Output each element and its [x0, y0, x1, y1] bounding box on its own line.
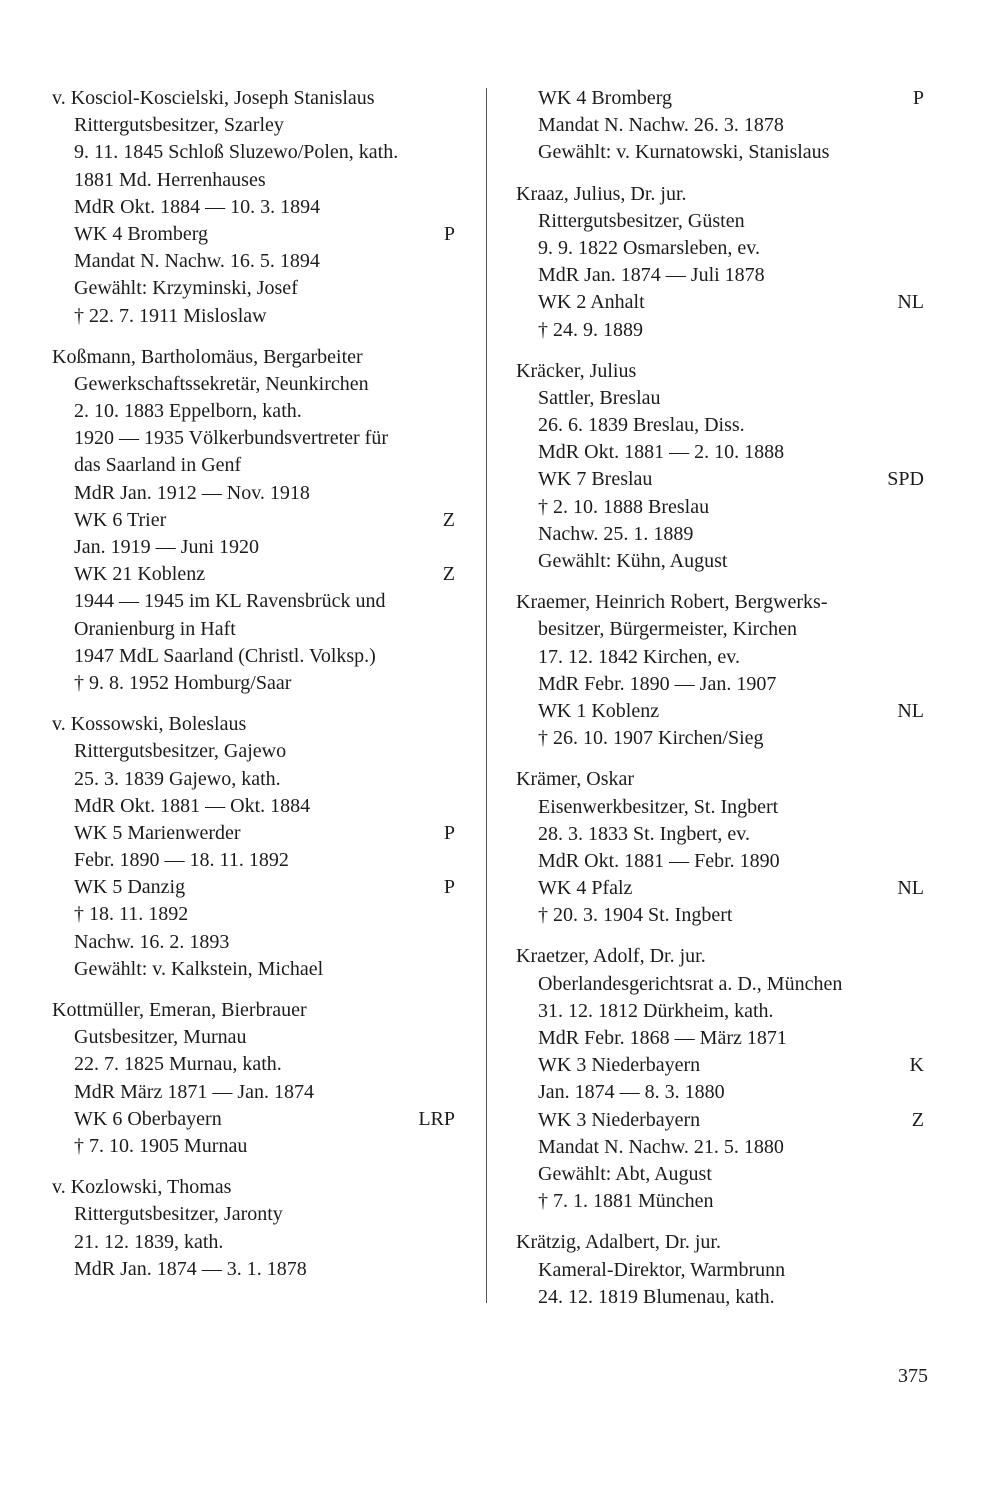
line-text: besitzer, Bürgermeister, Kirchen [538, 618, 798, 641]
line-text: Nachw. 16. 2. 1893 [74, 930, 230, 953]
line-text: 1881 Md. Herrenhauses [74, 168, 266, 191]
line-text: Mandat N. Nachw. 21. 5. 1880 [538, 1135, 784, 1158]
entry-name-line [52, 1174, 457, 1201]
line-text: Eisenwerkbesitzer, St. Ingbert [538, 795, 779, 818]
party-affiliation: P [443, 821, 455, 844]
line-text: Koßmann, Bartholomäus, Bergarbeiter [52, 345, 363, 368]
line-text: Gewerkschaftssekretär, Neunkirchen [74, 372, 369, 395]
entry-detail-line [516, 1134, 926, 1161]
entry-detail-line [52, 1079, 457, 1106]
line-text: † 26. 10. 1907 Kirchen/Sieg [538, 727, 764, 750]
entry-name-line [516, 181, 926, 208]
entry-detail-line [52, 303, 457, 330]
line-text: WK 6 Oberbayern [74, 1107, 222, 1130]
entry-detail-line [52, 929, 457, 956]
line-text: WK 7 Breslau [538, 468, 653, 491]
entry-name-line [516, 1229, 926, 1256]
line-text: Jan. 1919 — Juni 1920 [74, 536, 259, 558]
line-text: Febr. 1890 — 18. 11. 1892 [74, 849, 289, 872]
line-text: 25. 3. 1839 Gajewo, kath. [74, 767, 281, 790]
entry-detail-line [52, 874, 457, 901]
line-text: 1920 — 1935 Völkerbundsvertreter für [74, 427, 389, 450]
line-text: Gewählt: Kühn, August [538, 550, 728, 572]
entry-detail-line [516, 848, 926, 875]
line-text: † 18. 11. 1892 [74, 903, 189, 926]
entry-detail-line [52, 847, 457, 874]
entry-detail-line [516, 971, 926, 998]
biography-entry [516, 589, 926, 752]
line-text: Sattler, Breslau [538, 386, 661, 409]
entry-detail-line [52, 425, 457, 452]
entry-detail-line [516, 466, 926, 493]
line-text: Kameral-Direktor, Warmbrunn [538, 1258, 786, 1281]
line-text: † 24. 9. 1889 [538, 318, 643, 341]
line-text: Mandat N. Nachw. 26. 3. 1878 [538, 114, 784, 137]
entry-detail-line [52, 561, 457, 588]
entry-detail-line [516, 235, 926, 262]
entry-detail-line [52, 534, 457, 561]
entry-detail-line [52, 398, 457, 425]
entry-name-line [52, 85, 457, 112]
party-affiliation: LRP [418, 1107, 455, 1130]
entry-detail-line [52, 221, 457, 248]
entry-detail-line [516, 412, 926, 439]
line-text: Kraemer, Heinrich Robert, Bergwerks- [516, 591, 828, 614]
line-text: † 20. 3. 1904 St. Ingbert [538, 904, 733, 927]
line-text: Rittergutsbesitzer, Jaronty [74, 1203, 283, 1226]
line-text: Rittergutsbesitzer, Gajewo [74, 740, 287, 763]
line-text: MdR Febr. 1890 — Jan. 1907 [538, 672, 777, 695]
line-text: 24. 12. 1819 Blumenau, kath. [538, 1285, 775, 1308]
line-text: 2. 10. 1883 Eppelborn, kath. [74, 400, 302, 423]
entry-detail-line [52, 167, 457, 194]
line-text: † 2. 10. 1888 Breslau [538, 495, 710, 518]
entry-detail-line [516, 262, 926, 289]
entry-detail-line [52, 1201, 457, 1228]
entry-detail-line [516, 1188, 926, 1215]
biography-entry [52, 711, 457, 983]
line-text: WK 3 Niederbayern [538, 1054, 701, 1077]
biography-entry [516, 85, 926, 167]
left-column [52, 85, 457, 1297]
entry-detail-line [516, 644, 926, 671]
entry-detail-line [516, 725, 926, 752]
line-text: Kräcker, Julius [516, 359, 637, 382]
line-text: MdR Okt. 1881 — 2. 10. 1888 [538, 441, 785, 464]
line-text: 1944 — 1945 im KL Ravensbrück und [74, 590, 386, 613]
line-text: MdR Okt. 1884 — 10. 3. 1894 [74, 195, 321, 218]
entry-detail-line [52, 1051, 457, 1078]
entry-detail-line [516, 139, 926, 166]
entry-detail-line [52, 766, 457, 793]
entry-detail-line [52, 616, 457, 643]
line-text: Oranienburg in Haft [74, 617, 236, 640]
line-text: Rittergutsbesitzer, Güsten [538, 209, 745, 232]
entry-name-line [516, 589, 926, 616]
line-text: MdR Jan. 1912 — Nov. 1918 [74, 481, 310, 504]
entry-name-line [516, 358, 926, 385]
entry-detail-line [52, 956, 457, 983]
line-text: Jan. 1874 — 8. 3. 1880 [538, 1081, 725, 1104]
line-text: WK 4 Bromberg [74, 222, 209, 245]
entry-detail-line [52, 480, 457, 507]
line-text: 9. 9. 1822 Osmarsleben, ev. [538, 236, 760, 259]
party-affiliation: NL [897, 877, 924, 900]
entry-detail-line [516, 85, 926, 112]
entry-detail-line [516, 1025, 926, 1052]
line-text: MdR Okt. 1881 — Okt. 1884 [74, 794, 311, 817]
entry-detail-line [516, 698, 926, 725]
entry-detail-line [52, 1106, 457, 1133]
entry-detail-line [52, 670, 457, 697]
line-text: Rittergutsbesitzer, Szarley [74, 114, 284, 137]
entry-detail-line [52, 194, 457, 221]
entry-detail-line [516, 289, 926, 316]
entry-detail-line [52, 112, 457, 139]
entry-detail-line [516, 821, 926, 848]
entry-detail-line [52, 139, 457, 166]
entry-detail-line [52, 643, 457, 670]
line-text: Gutsbesitzer, Murnau [74, 1026, 247, 1049]
line-text: MdR Jan. 1874 — 3. 1. 1878 [74, 1257, 307, 1280]
line-text: 21. 12. 1839, kath. [74, 1230, 224, 1253]
entry-detail-line [52, 1229, 457, 1256]
line-text: v. Kozlowski, Thomas [52, 1176, 232, 1199]
entry-detail-line [52, 1256, 457, 1283]
party-affiliation: NL [897, 291, 924, 314]
line-text: 22. 7. 1825 Murnau, kath. [74, 1053, 282, 1076]
right-column [516, 85, 926, 1325]
line-text: WK 6 Trier [74, 508, 167, 531]
entry-detail-line [52, 275, 457, 302]
entry-detail-line [516, 1107, 926, 1134]
line-text: Nachw. 25. 1. 1889 [538, 522, 694, 545]
entry-detail-line [516, 1079, 926, 1106]
entry-name-line [52, 997, 457, 1024]
entry-name-line [52, 344, 457, 371]
page-number: 375 [898, 1365, 928, 1387]
entry-detail-line [52, 901, 457, 928]
line-text: 9. 11. 1845 Schloß Sluzewo/Polen, kath. [74, 141, 399, 164]
line-text: 1947 MdL Saarland (Christl. Volksp.) [74, 644, 376, 667]
line-text: 28. 3. 1833 St. Ingbert, ev. [538, 822, 751, 845]
line-text: Gewählt: Krzyminski, Josef [74, 277, 298, 300]
party-affiliation: Z [911, 1108, 924, 1131]
line-text: WK 21 Koblenz [74, 563, 206, 586]
entry-detail-line [52, 588, 457, 615]
line-text: 31. 12. 1812 Dürkheim, kath. [538, 999, 774, 1022]
entry-detail-line [516, 1257, 926, 1284]
entry-detail-line [516, 671, 926, 698]
entry-detail-line [516, 494, 926, 521]
line-text: 26. 6. 1839 Breslau, Diss. [538, 414, 745, 437]
entry-detail-line [516, 439, 926, 466]
party-affiliation: P [443, 876, 455, 899]
line-text: WK 1 Koblenz [538, 699, 660, 722]
line-text: Krämer, Oskar [516, 768, 635, 791]
entry-detail-line [516, 521, 926, 548]
line-text: † 7. 10. 1905 Murnau [74, 1134, 248, 1157]
line-text: † 7. 1. 1881 München [538, 1190, 714, 1213]
entry-detail-line [52, 1024, 457, 1051]
entry-detail-line [516, 1284, 926, 1311]
entry-detail-line [52, 507, 457, 534]
entry-detail-line [516, 548, 926, 575]
entry-detail-line [516, 875, 926, 902]
line-text: Gewählt: Abt, August [538, 1162, 712, 1185]
biography-entry [52, 344, 457, 697]
entry-detail-line [52, 1133, 457, 1160]
entry-detail-line [516, 794, 926, 821]
biography-entry [516, 181, 926, 344]
entry-detail-line [516, 616, 926, 643]
line-text: † 9. 8. 1952 Homburg/Saar [74, 671, 292, 694]
line-text: Gewählt: v. Kalkstein, Michael [74, 957, 324, 980]
line-text: 17. 12. 1842 Kirchen, ev. [538, 645, 740, 668]
line-text: WK 5 Danzig [74, 876, 186, 899]
entry-name-line [52, 711, 457, 738]
biography-entry [516, 358, 926, 576]
line-text: Gewählt: v. Kurnatowski, Stanislaus [538, 141, 830, 164]
line-text: WK 2 Anhalt [538, 291, 645, 314]
line-text: Oberlandesgerichtsrat a. D., München [538, 972, 843, 995]
entry-detail-line [516, 1161, 926, 1188]
biography-entry [52, 85, 457, 330]
entry-detail-line [516, 208, 926, 235]
line-text: WK 5 Marienwerder [74, 821, 241, 844]
entry-detail-line [516, 902, 926, 929]
entry-detail-line [52, 371, 457, 398]
entry-detail-line [516, 1052, 926, 1079]
line-text: Kraaz, Julius, Dr. jur. [516, 182, 687, 205]
party-affiliation: SPD [887, 468, 924, 491]
line-text: Krätzig, Adalbert, Dr. jur. [516, 1231, 721, 1254]
line-text: WK 3 Niederbayern [538, 1108, 701, 1131]
column-divider [486, 88, 487, 1303]
party-affiliation: Z [442, 508, 455, 531]
party-affiliation: NL [897, 699, 924, 722]
biography-entry [516, 943, 926, 1215]
party-affiliation: P [912, 87, 924, 109]
line-text: Kraetzer, Adolf, Dr. jur. [516, 945, 706, 968]
line-text: MdR März 1871 — Jan. 1874 [74, 1080, 314, 1103]
line-text: † 22. 7. 1911 Misloslaw [74, 304, 267, 327]
line-text: Kottmüller, Emeran, Bierbrauer [52, 999, 307, 1021]
entry-name-line [516, 943, 926, 970]
entry-detail-line [516, 317, 926, 344]
line-text: v. Kosciol-Koscielski, Joseph Stanislaus [52, 87, 375, 109]
entry-detail-line [52, 793, 457, 820]
line-text: WK 4 Bromberg [538, 87, 673, 109]
line-text: MdR Febr. 1868 — März 1871 [538, 1027, 787, 1049]
entry-detail-line [52, 820, 457, 847]
entry-detail-line [52, 452, 457, 479]
line-text: Mandat N. Nachw. 16. 5. 1894 [74, 250, 320, 273]
line-text: MdR Okt. 1881 — Febr. 1890 [538, 849, 780, 872]
entry-detail-line [52, 248, 457, 275]
biography-entry [52, 997, 457, 1160]
line-text: v. Kossowski, Boleslaus [52, 713, 247, 736]
biography-entry [516, 1229, 926, 1311]
biography-entry [516, 766, 926, 929]
entry-detail-line [516, 385, 926, 412]
party-affiliation: K [909, 1054, 924, 1077]
line-text: WK 4 Pfalz [538, 877, 633, 900]
party-affiliation: Z [442, 563, 455, 586]
entry-detail-line [52, 738, 457, 765]
party-affiliation: P [443, 222, 455, 245]
entry-detail-line [516, 112, 926, 139]
line-text: das Saarland in Genf [74, 454, 242, 477]
entry-name-line [516, 766, 926, 793]
entry-detail-line [516, 998, 926, 1025]
biography-entry [52, 1174, 457, 1283]
line-text: MdR Jan. 1874 — Juli 1878 [538, 264, 765, 287]
